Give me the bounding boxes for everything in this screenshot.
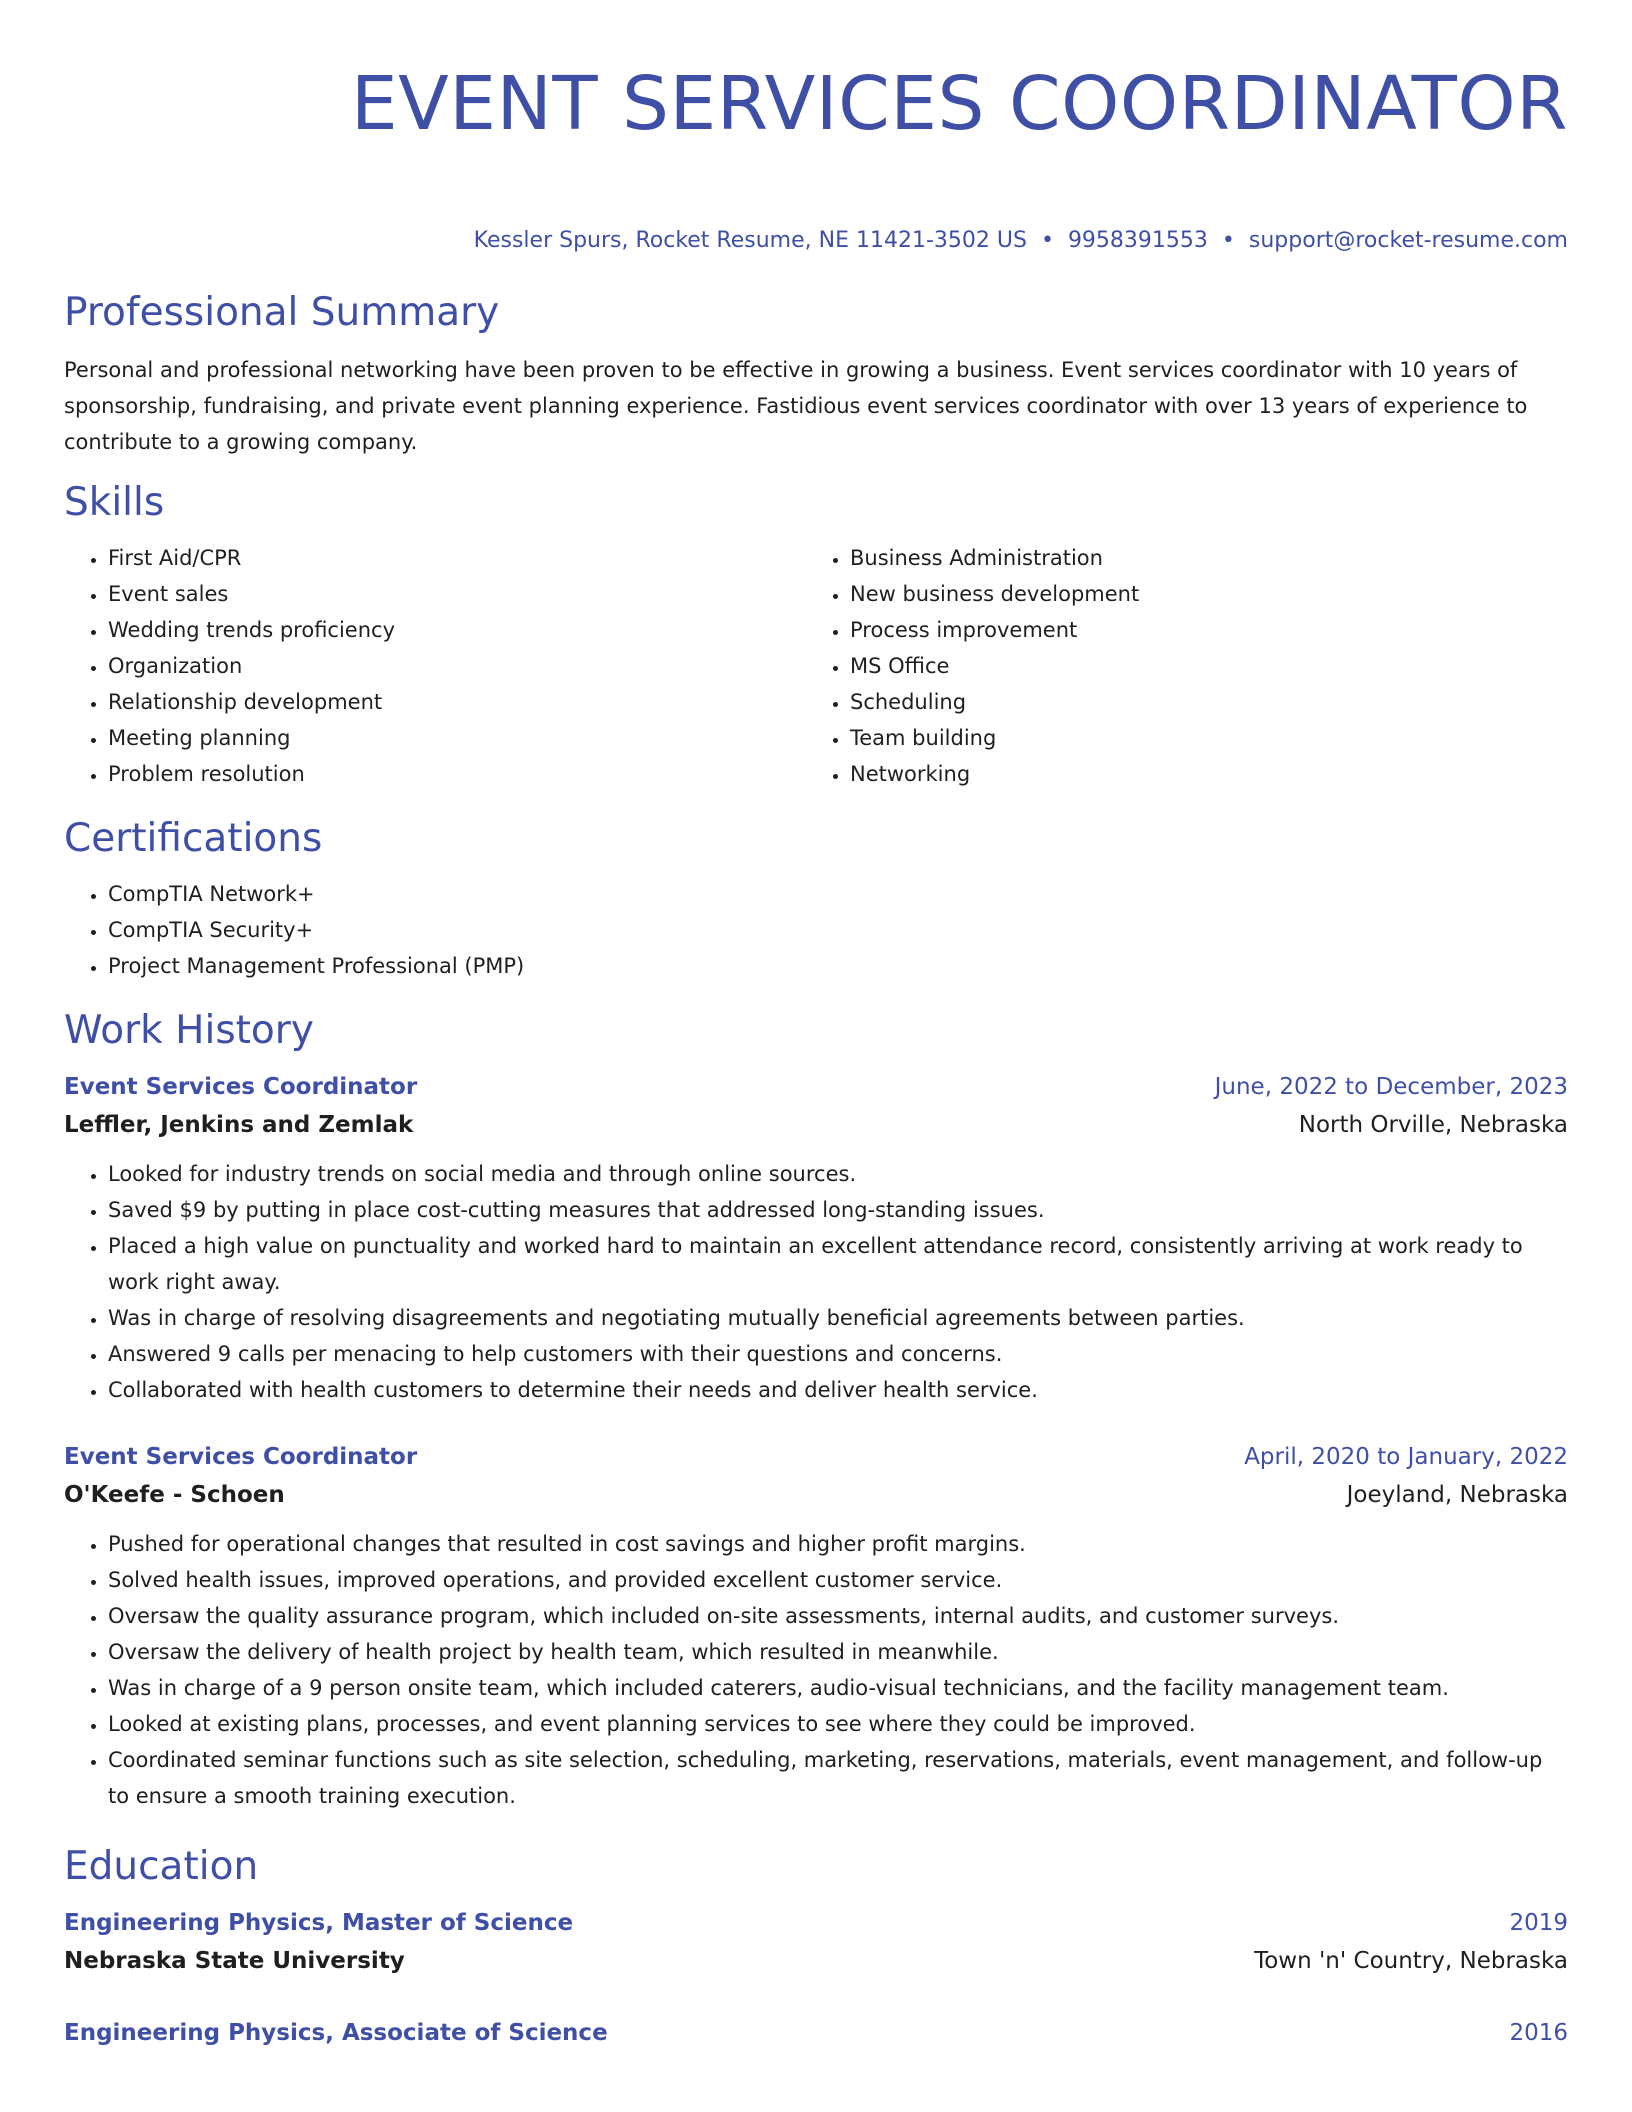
skill-item: • MS Office: [850, 648, 1548, 684]
resume-name: EVENT SERVICES COORDINATOR: [350, 61, 1568, 147]
education-degree: Engineering Physics, Associate of Science: [64, 2020, 608, 2046]
skills-column-left: [64, 540, 806, 792]
job-bullet: • Looked for industry trends on social media and through online sources.: [108, 1156, 1568, 1192]
skill-item: • Wedding trends proficiency: [108, 612, 806, 648]
contact-address: Kessler Spurs, Rocket Resume, NE 11421-3502 US: [473, 228, 1027, 253]
job-bullet: • Answered 9 calls per menacing to help customers with their questions and concerns.: [108, 1336, 1568, 1372]
job-company: Leffler, Jenkins and Zemlak: [64, 1112, 414, 1138]
job-title: Event Services Coordinator: [64, 1074, 418, 1100]
skills-column-right: [806, 540, 1548, 792]
job-location: Joeyland, Nebraska: [1346, 1482, 1568, 1508]
education-year: 2016: [1509, 2020, 1568, 2046]
skill-item: • Organization: [108, 648, 806, 684]
contact-line: [64, 226, 1568, 256]
job-bullet: • Oversaw the delivery of health project by health team, which resulted in meanwhile.: [108, 1634, 1568, 1670]
education-location: Town 'n' Country, Nebraska: [1254, 1948, 1568, 1974]
skill-item: • Scheduling: [850, 684, 1548, 720]
job-bullet: • Was in charge of a 9 person onsite team, which included caterers, audio-visual technicians, and the facility management team.: [108, 1670, 1568, 1706]
job-entry: [64, 1438, 1568, 1814]
education-degree: Engineering Physics, Master of Science: [64, 1910, 574, 1936]
certification-item: • Project Management Professional (PMP): [108, 948, 1568, 984]
section-title-skills: Skills: [64, 480, 165, 525]
job-bullet: • Solved health issues, improved operations, and provided excellent customer service.: [108, 1562, 1568, 1598]
skill-item: • Meeting planning: [108, 720, 806, 756]
job-dates: June, 2022 to December, 2023: [1214, 1074, 1568, 1100]
job-bullet: • Saved $9 by putting in place cost-cutting measures that addressed long-standing issues.: [108, 1192, 1568, 1228]
contact-separator: •: [1221, 228, 1235, 253]
education-entry: [64, 1904, 1568, 1980]
job-bullet: • Was in charge of resolving disagreements and negotiating mutually beneficial agreements between parties.: [108, 1300, 1568, 1336]
job-company: O'Keefe - Schoen: [64, 1482, 285, 1508]
education-school: Nebraska State University: [64, 1948, 405, 1974]
skill-item: • Process improvement: [850, 612, 1548, 648]
job-bullet: • Collaborated with health customers to determine their needs and deliver health service.: [108, 1372, 1568, 1408]
skill-item: • Relationship development: [108, 684, 806, 720]
section-title-summary: Professional Summary: [64, 290, 500, 335]
certifications-list: [64, 876, 1568, 984]
skill-item: • Business Administration: [850, 540, 1548, 576]
job-bullets: [64, 1526, 1568, 1814]
skill-item: • First Aid/CPR: [108, 540, 806, 576]
job-bullet: • Looked at existing plans, processes, and event planning services to see where they could be improved.: [108, 1706, 1568, 1742]
certification-item: • CompTIA Security+: [108, 912, 1568, 948]
skill-item: • Problem resolution: [108, 756, 806, 792]
job-bullet: • Oversaw the quality assurance program, which included on-site assessments, internal audits, and customer surveys.: [108, 1598, 1568, 1634]
job-bullet: • Pushed for operational changes that resulted in cost savings and higher profit margins.: [108, 1526, 1568, 1562]
job-title: Event Services Coordinator: [64, 1444, 418, 1470]
education-year: 2019: [1509, 1910, 1568, 1936]
skill-item: • Event sales: [108, 576, 806, 612]
job-bullets: [64, 1156, 1568, 1408]
certification-item: • CompTIA Network+: [108, 876, 1568, 912]
skills-list: [64, 540, 1568, 792]
section-title-work-history: Work History: [64, 1008, 314, 1053]
contact-phone[interactable]: 9958391553: [1067, 228, 1208, 253]
job-location: North Orville, Nebraska: [1298, 1112, 1568, 1138]
section-title-certifications: Certifications: [64, 816, 323, 861]
contact-separator: •: [1040, 228, 1054, 253]
contact-email[interactable]: support@rocket-resume.com: [1248, 228, 1568, 253]
skill-item: • Team building: [850, 720, 1548, 756]
job-entry: [64, 1068, 1568, 1408]
summary-text: Personal and professional networking have been proven to be effective in growing a business. Event services coordinator with 10 years of sponsorship, fundraising, and private event planning experience. Fastidious event services coordinator with over 13 years of experience to contribute to a growing company.: [64, 358, 1528, 454]
job-bullet: • Coordinated seminar functions such as site selection, scheduling, marketing, reservations, materials, event management, and follow-up to ensure a smooth training execution.: [108, 1742, 1568, 1814]
job-dates: April, 2020 to January, 2022: [1244, 1444, 1568, 1470]
education-entry: [64, 2014, 1568, 2052]
section-title-education: Education: [64, 1844, 259, 1889]
job-bullet: • Placed a high value on punctuality and worked hard to maintain an excellent attendance record, consistently arriving at work ready to work right away.: [108, 1228, 1568, 1300]
skill-item: • Networking: [850, 756, 1548, 792]
skill-item: • New business development: [850, 576, 1548, 612]
